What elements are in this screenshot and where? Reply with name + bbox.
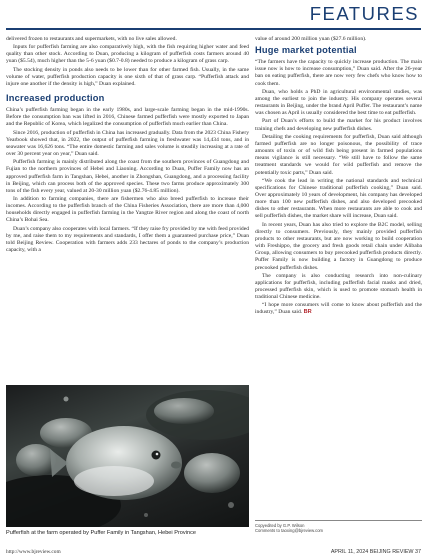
body-paragraph: Since 2016, production of pufferfish in China has increased gradually. Data from the 2023 China Fishery Yearbook showed that, in 2022, the output of pufferfish farming in freshwater was 14,434 tons, and in seawater was 16,626 tons. “The entire domestic farming and sales volume is steadily increasing at a rate of over 30 percent year on year,” Duan said. bbox=[6, 129, 249, 158]
header-rule bbox=[6, 28, 421, 30]
body-paragraph: In recent years, Duan has also tried to explore the B2C model, selling directly to consumers. Previously, they mainly provided pufferfish products to other restaurants, but are now working to build cooperation with Freshippo, the grocery and fresh goods retail chain under Alibaba Group, allowing consumers to buy precooked pufferfish products directly. Puffer Family is now building a factory in Guangdong to produce precooked pufferfish dishes. bbox=[255, 221, 422, 271]
left-column bbox=[6, 36, 249, 255]
body-paragraph: The company is also conducting research into non-culinary applications for pufferfish, including pufferfish facial masks and dried, processed pufferfish skin, which is used to promote stomach health in traditional Chinese medicine. bbox=[255, 272, 422, 301]
body-paragraph: Part of Duan’s efforts to build the market for his product involves training chefs and developing new pufferfish dishes. bbox=[255, 118, 422, 132]
body-paragraph: China’s pufferfish farming began in the early 1980s, and large-scale farming began in the mid-1990s. Before the consumption ban was lifted in 2016, Chinese farmed pufferfish were mostly exported to Japan and the Republic of Korea, which legalized the consumption of pufferfish much earlier than China. bbox=[6, 107, 249, 128]
page-footer bbox=[6, 549, 421, 557]
body-paragraph: value of around 200 million yuan ($27.6 million). bbox=[255, 36, 367, 42]
copyedited-line: Copyedited by G.P. Wilson bbox=[255, 523, 305, 528]
body-paragraph: delivered frozen to restaurants and supermarkets, with no live sales allowed. bbox=[6, 36, 177, 42]
body-paragraph: Detailing the cooking requirements for pufferfish, Duan said although farmed pufferfish are no longer poisonous, the possibility of trace amounts of toxin or of wild fish being present in farmed populations means vigilance is still necessary. “We still have to follow the same treatment standards we would for wild pufferfish and remove the potentially toxic parts,” Duan said. bbox=[255, 133, 422, 176]
pufferfish-photo bbox=[6, 385, 249, 527]
comments-line: Comments to taoxing@bjreview.com bbox=[255, 528, 324, 534]
body-paragraph: Duan’s company also cooperates with local farmers. “If they raise fry provided by me with feed provided by me, and raise them to my requirements and standards, I offer them a guaranteed purchase price,” Duan told Beijing Review. Cooperation with farmers adds 233 hectares of ponds to the company’s production capacity, with a bbox=[6, 225, 249, 254]
body-paragraph: “We cook the lead in writing the national standards and technical specifications for Chinese traditional pufferfish cooking,” Duan said. Over approximately 10 years of development, his company has developed more than 100 new pufferfish dishes, and also developed precooked dishes to other restaurants. When more restaurants are able to cook and sell pufferfish dishes, the market share will increase, Duan said. bbox=[255, 177, 422, 220]
footer-url-link[interactable]: http://www.bjreview.com bbox=[6, 549, 61, 555]
end-mark: BR bbox=[303, 309, 312, 316]
body-paragraph: “The farmers have the capacity to quickly increase production. The main issue now is how to increase consumption,” Duan said. After the 26-year ban on eating pufferfish, there are now very few chefs who know how to cook them. bbox=[255, 59, 422, 87]
section-heading: Huge market potential bbox=[255, 45, 357, 56]
copyright-box bbox=[255, 520, 422, 534]
right-column bbox=[255, 36, 422, 318]
body-paragraph: In addition to farming companies, there are fishermen who also breed pufferfish to increase their incomes. According to the pufferfish branch of the China Fisheries Association, there are more than 4,000 households directly engaged in pufferfish farming in the Yangtze River region and along the coast of north China’s Bohai Sea. bbox=[6, 195, 249, 224]
body-paragraph: The stocking density in ponds also needs to be lower than for other farmed fish. Usually, in the same volume of water, pufferfish production capacity is one sixth of that of grass carp. “Pufferfish attack and injure one another if the density is high,” Duan explained. bbox=[6, 66, 249, 87]
section-title: FEATURES bbox=[309, 3, 419, 24]
body-paragraph: Pufferfish farming is mainly distributed along the coast from the southern provinces of Guangdong and Fujian to the northern provinces of Hebei and Liaoning. According to Duan, Puffer Family now has an approved pufferfish farm in Tangshan, Hebei, another in Zhongshan, Guangdong, and a processing facility in Beijing, which can process both of the approved species. These two farms produce approximately 300 tons of the fish every year, valued at 20-30 million yuan ($2.76-4.85 million). bbox=[6, 159, 249, 194]
body-paragraph: Inputs for pufferfish farming are also comparatively high, with the fish requiring higher water and feed quality than other stock. According to Duan, producing a kilogram of pufferfish costs farmers around 40 yuan ($5.54), much higher than the 5-6 yuan ($0.7-0.8) needed to produce a kilogram of grass carp. bbox=[6, 44, 249, 65]
footer-issue-info: APRIL 11, 2024 BEIJING REVIEW 37 bbox=[330, 549, 421, 555]
pufferfish-illustration bbox=[6, 385, 249, 527]
closing-paragraph bbox=[255, 302, 422, 316]
photo-caption: Pufferfish at the farm operated by Puffer Family in Tangshan, Hebei Province bbox=[6, 530, 196, 536]
section-heading: Increased production bbox=[6, 93, 105, 104]
body-paragraph: Duan, who holds a PhD in agricultural environmental studies, was among the earliest to join the industry. His company operates several restaurants in Beijing, under the brand April Puffer. The restaurant’s name was chosen as April is usually considered the best time to eat pufferfish. bbox=[255, 88, 422, 117]
closing-text: “I hope more consumers will come to know about pufferfish and the industry,” Duan said. bbox=[255, 302, 422, 316]
